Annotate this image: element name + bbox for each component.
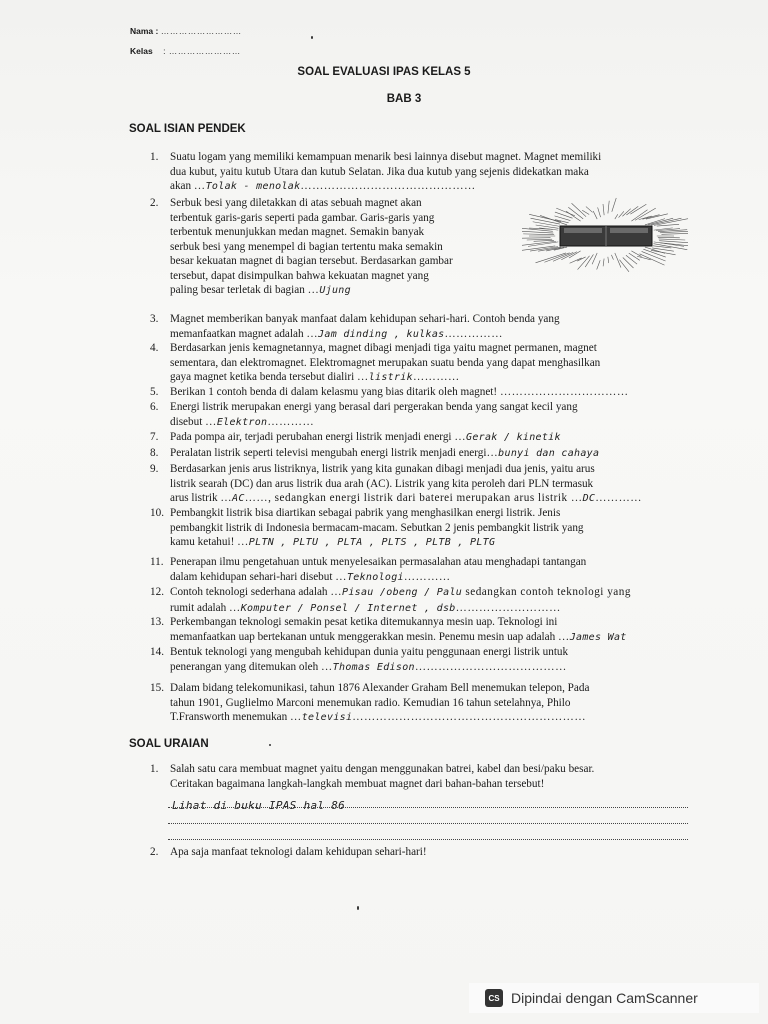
question-line-text: terbentuk menunjukkan medan magnet. Semakin banyak bbox=[170, 226, 425, 238]
question-line-text: Suatu logam yang memiliki kemampuan menarik besi lainnya disebut magnet. Magnet memiliki bbox=[170, 151, 602, 163]
section-heading-essay: SOAL URAIAN bbox=[129, 738, 209, 750]
question-number: 2. bbox=[150, 197, 159, 209]
iron-filing-stroke bbox=[657, 224, 679, 226]
question-line-text: Berdasarkan jenis kemagnetannya, magnet dibagi menjadi tiga yaitu magnet permanen, magnet bbox=[170, 342, 597, 354]
question-line bbox=[170, 615, 690, 630]
answer-dots: … bbox=[570, 492, 583, 504]
question-line-text: T.Fransworth menemukan bbox=[170, 711, 291, 723]
question-line: Salah satu cara membuat magnet yaitu dengan menggunakan batrei, kabel dan besi/paku besar. bbox=[170, 763, 595, 775]
handwritten-answer: Gerak / kinetik bbox=[466, 432, 561, 443]
question-line bbox=[170, 327, 690, 343]
iron-filing-stroke bbox=[603, 204, 604, 215]
iron-filing-stroke bbox=[661, 233, 688, 234]
question-line-text: Berdasarkan jenis arus listriknya, listrik yang kita gunakan dibagi menjadi dua jenis, yaitu arus bbox=[170, 463, 595, 475]
answer-tail: ………… bbox=[595, 492, 642, 504]
question-line-text: paling besar terletak di bagian bbox=[170, 284, 308, 296]
watermark-text: Dipindai dengan CamScanner bbox=[511, 990, 698, 1006]
question-line-text: tahun 1901, Guglielmo Marconi menemukan radio. Kemudian 16 tahun setelahnya, Philo bbox=[170, 696, 571, 709]
answer-tail: ……………………… bbox=[455, 601, 561, 614]
question-number: 1. bbox=[150, 763, 159, 775]
iron-filing-stroke bbox=[522, 231, 553, 233]
scan-speck bbox=[269, 744, 271, 746]
question-line bbox=[170, 535, 690, 551]
question-line bbox=[170, 601, 690, 617]
question-number: 4. bbox=[150, 342, 159, 354]
handwritten-answer: Elektron bbox=[216, 416, 268, 428]
answer-dots: … bbox=[290, 711, 302, 723]
iron-filing-stroke bbox=[555, 212, 573, 218]
answer-dots: … bbox=[237, 536, 249, 548]
question-line-text: tersebut, dapat disimpulkan bahwa kekuatan magnet yang bbox=[170, 269, 429, 282]
iron-filing-stroke bbox=[529, 214, 561, 221]
answer-line-1 bbox=[168, 806, 688, 808]
handwritten-answer: Pisau /obeng / Palu bbox=[342, 587, 463, 598]
iron-filing-stroke bbox=[598, 207, 601, 217]
question-number: 9. bbox=[150, 463, 159, 475]
handwritten-answer: Tolak - menolak bbox=[205, 181, 301, 192]
question-line-text: Contoh teknologi sederhana adalah bbox=[170, 586, 331, 598]
iron-filing-stroke bbox=[570, 258, 582, 263]
question-line bbox=[170, 415, 690, 431]
answer-dots: … bbox=[220, 492, 233, 504]
question-text bbox=[170, 150, 690, 195]
question-number: 13. bbox=[150, 616, 164, 628]
question-number: 15. bbox=[150, 682, 164, 694]
question-line-text: akan bbox=[170, 180, 194, 192]
answer-tail: …………… bbox=[444, 327, 503, 340]
answer-tail: …………………………… bbox=[499, 386, 629, 398]
question-line-text: Dalam bidang telekomunikasi, tahun 1876 Alexander Graham Bell menemukan telepon, Pada bbox=[170, 682, 590, 694]
iron-filing-stroke bbox=[619, 260, 629, 272]
handwritten-answer: PLTN , PLTU , PLTA , PLTS , PLTB , PLTG bbox=[248, 537, 496, 548]
question-line bbox=[170, 477, 690, 492]
question-text bbox=[170, 400, 690, 430]
question-text bbox=[170, 681, 690, 726]
question-line: Ceritakan bagaimana langkah-langkah membuat magnet dari bahan-bahan tersebut! bbox=[170, 777, 545, 790]
question-line-text: Penerapan ilmu pengetahuan untuk menyelesaikan permasalahan atau menghadapi tantangan bbox=[170, 556, 587, 568]
question-number: 7. bbox=[150, 431, 159, 443]
question-line-text: sementara, dan elektromagnet. Elektromagnet merupakan suatu benda yang dapat menghasilkan bbox=[170, 356, 601, 369]
question-line-text: kamu ketahui! bbox=[170, 536, 238, 548]
question-line bbox=[170, 196, 505, 211]
question-text bbox=[170, 845, 690, 860]
iron-filing-stroke bbox=[522, 238, 551, 239]
question-line bbox=[170, 400, 690, 415]
question-line bbox=[170, 254, 505, 269]
question-text bbox=[170, 506, 690, 551]
answer-dots: … bbox=[193, 180, 206, 192]
question-line-text: Serbuk besi yang diletakkan di atas sebuah magnet akan bbox=[170, 197, 422, 209]
handwritten-answer: Thomas Edison bbox=[332, 661, 415, 673]
question-line bbox=[170, 240, 505, 255]
iron-filing-stroke bbox=[568, 207, 583, 219]
question-line-text: rumit adalah bbox=[170, 601, 230, 614]
camscanner-watermark bbox=[469, 983, 759, 1013]
iron-filing-stroke bbox=[603, 259, 604, 267]
answer-dots: … bbox=[357, 371, 369, 383]
iron-filing-stroke bbox=[597, 260, 600, 269]
question-text bbox=[170, 645, 690, 675]
iron-filing-stroke bbox=[612, 198, 616, 212]
answer-tail: ………………………………… bbox=[414, 660, 567, 673]
question-line bbox=[170, 630, 690, 646]
question-text bbox=[170, 555, 690, 585]
class-dots: : …………………… bbox=[163, 46, 241, 56]
question-line-text: penerangan yang ditemukan oleh bbox=[170, 660, 321, 673]
question-line bbox=[170, 165, 690, 180]
question-number: 2. bbox=[150, 846, 159, 858]
iron-filing-stroke bbox=[527, 239, 552, 240]
question-line-text: serbuk besi yang menempel di bagian tertentu maka semakin bbox=[170, 240, 443, 253]
name-dots: ……………………… bbox=[160, 26, 242, 36]
handwritten-answer: Lihat di buku IPAS hal 86 bbox=[172, 799, 346, 812]
iron-filing-stroke bbox=[592, 253, 597, 264]
handwritten-answer: James Wat bbox=[569, 631, 627, 643]
answer-dots: … bbox=[335, 570, 347, 583]
question-line-text: besar kekuatan magnet di bagian tersebut. Berdasarkan gambar bbox=[170, 255, 453, 267]
answer-dots: … bbox=[330, 586, 342, 598]
iron-filing-stroke bbox=[593, 211, 597, 219]
question-text bbox=[170, 462, 690, 507]
question-text bbox=[170, 762, 690, 791]
question-line bbox=[170, 370, 690, 386]
question-line bbox=[170, 385, 690, 400]
answer-dots: … bbox=[486, 447, 499, 459]
question-number: 3. bbox=[150, 313, 159, 325]
question-line bbox=[170, 312, 690, 327]
answer-dots: … bbox=[229, 601, 241, 614]
question-line bbox=[170, 555, 690, 570]
question-line-text: Peralatan listrik seperti televisi mengubah energi listrik menjadi energi bbox=[170, 447, 487, 459]
question-line bbox=[170, 430, 690, 446]
camscanner-logo-icon: CS bbox=[485, 989, 503, 1007]
question-line-text: pembangkit listrik di Indonesia bermacam-macam. Sebutkan 2 jenis pembangkit listrik yang bbox=[170, 521, 584, 534]
question-number: 5. bbox=[150, 386, 159, 398]
question-line-text: Energi listrik merupakan energi yang berasal dari pergerakan benda yang sangat kecil yang bbox=[170, 401, 578, 413]
question-line-text: listrik searah (DC) dan arus listrik dua arah (AC). Listrik yang kita peroleh dari PLN termasuk bbox=[170, 477, 594, 490]
handwritten-answer: listrik bbox=[368, 372, 413, 383]
iron-filing-stroke bbox=[654, 242, 684, 246]
question-line bbox=[170, 283, 505, 299]
iron-filing-stroke bbox=[642, 215, 659, 220]
question-text bbox=[170, 196, 505, 299]
question-number: 6. bbox=[150, 401, 159, 413]
question-line-text: Perkembangan teknologi semakin pesat ketika ditemukannya mesin uap. Teknologi ini bbox=[170, 616, 558, 628]
question-line bbox=[170, 341, 690, 356]
answer-dots: … bbox=[306, 327, 319, 340]
question-line-text: gaya magnet ketika benda tersebut dialiri bbox=[170, 371, 358, 383]
question-line-text: Magnet memberikan banyak manfaat dalam kehidupan sehari-hari. Contoh benda yang bbox=[170, 313, 560, 325]
answer-tail: ……………………………………… bbox=[300, 180, 476, 192]
iron-filing-stroke bbox=[608, 201, 609, 214]
answer-tail: ………… bbox=[267, 415, 315, 428]
answer-tail: ………… bbox=[412, 371, 460, 383]
question-line-text: Pembangkit listrik bisa diartikan sebagai pabrik yang menghasilkan energi listrik. Jenis bbox=[170, 507, 561, 519]
iron-filing-stroke bbox=[652, 248, 674, 251]
iron-filing-stroke bbox=[659, 241, 688, 243]
answer-line-3 bbox=[168, 838, 688, 840]
question-line-text: disebut bbox=[170, 415, 206, 428]
iron-filing-stroke bbox=[626, 255, 637, 264]
handwritten-answer: televisi bbox=[301, 712, 353, 723]
iron-filing-stroke bbox=[569, 251, 581, 258]
answer-dots: … bbox=[320, 660, 333, 673]
answer-tail: ……, sedangkan energi listrik dari baterei merupakan arus listrik bbox=[244, 492, 571, 504]
question-line bbox=[170, 521, 690, 536]
class-label: Kelas bbox=[130, 46, 153, 56]
question-line bbox=[170, 269, 505, 284]
question-number: 14. bbox=[150, 646, 164, 658]
question-line-text: dalam kehidupan sehari-hari disebut bbox=[170, 570, 336, 583]
question-text bbox=[170, 385, 690, 400]
iron-filing-stroke bbox=[611, 255, 613, 260]
question-line bbox=[170, 660, 690, 676]
iron-filing-stroke bbox=[608, 257, 609, 263]
question-line bbox=[170, 681, 690, 696]
question-line-text: Pada pompa air, terjadi perubahan energi listrik menjadi energi bbox=[170, 431, 455, 443]
page-title: SOAL EVALUASI IPAS KELAS 5 bbox=[297, 66, 471, 78]
magnet-iron-filings-illustration bbox=[520, 196, 690, 278]
question-line bbox=[170, 225, 505, 240]
question-number: 8. bbox=[150, 447, 159, 459]
iron-filing-stroke bbox=[639, 216, 652, 220]
iron-filing-stroke bbox=[586, 207, 593, 213]
question-line bbox=[170, 696, 690, 711]
question-line-text: Berikan 1 contoh benda di dalam kelasmu yang bias ditarik oleh magnet! bbox=[170, 386, 500, 398]
question-line bbox=[170, 506, 690, 521]
question-line-text: memanfaatkan magnet adalah bbox=[170, 327, 307, 340]
iron-filing-stroke bbox=[577, 257, 585, 261]
scan-speck bbox=[357, 906, 359, 910]
question-text bbox=[170, 312, 690, 342]
question-line bbox=[170, 179, 690, 195]
answer-tail: …………………………………………………… bbox=[352, 711, 587, 723]
question-text bbox=[170, 341, 690, 386]
handwritten-answer: bunyi dan cahaya bbox=[498, 448, 600, 459]
question-line bbox=[170, 446, 690, 462]
question-number: 11. bbox=[150, 556, 164, 568]
iron-filing-stroke bbox=[615, 214, 618, 219]
question-text bbox=[170, 430, 690, 446]
question-line bbox=[170, 211, 505, 226]
iron-filing-stroke bbox=[556, 208, 575, 216]
handwritten-answer: Jam dinding , kulkas bbox=[318, 328, 445, 340]
answer-line-2 bbox=[168, 822, 688, 824]
iron-filing-stroke bbox=[534, 240, 554, 241]
answer-tail: ………… bbox=[403, 570, 451, 583]
iron-filing-stroke bbox=[619, 211, 624, 217]
iron-filing-stroke bbox=[572, 203, 587, 216]
question-line-text: dua kubut, yaitu kutub Utara dan kutub Selatan. Jika dua kutub yang sejenis didekatkan maka bbox=[170, 165, 589, 178]
handwritten-answer: Teknologi bbox=[346, 571, 404, 583]
question-line bbox=[170, 710, 690, 726]
answer-dots: … bbox=[454, 431, 467, 443]
iron-filing-stroke bbox=[659, 239, 686, 240]
question-line bbox=[170, 491, 690, 507]
answer-dots: … bbox=[558, 630, 570, 643]
question-number: 10. bbox=[150, 507, 164, 519]
question-line-text: arus listrik bbox=[170, 492, 221, 504]
handwritten-answer: AC bbox=[232, 493, 245, 504]
scan-speck bbox=[311, 36, 313, 39]
question-line-text: memanfaatkan uap bertekanan untuk menggerakkan mesin. Penemu mesin uap adalah bbox=[170, 630, 559, 643]
question-number: 12. bbox=[150, 586, 164, 598]
question-line bbox=[170, 356, 690, 371]
handwritten-answer: Komputer / Ponsel / Internet , dsb bbox=[240, 602, 456, 614]
answer-tail: sedangkan contoh teknologi yang bbox=[462, 586, 631, 598]
class-field bbox=[130, 46, 241, 56]
name-field bbox=[130, 26, 242, 36]
question-line-text: Bentuk teknologi yang mengubah kehidupan dunia yaitu penggunaan energi listrik untuk bbox=[170, 646, 569, 658]
iron-filing-stroke bbox=[533, 222, 559, 226]
name-label: Nama : bbox=[130, 26, 159, 36]
handwritten-answer: Ujung bbox=[319, 285, 351, 296]
question-line bbox=[170, 462, 690, 477]
question-line bbox=[170, 645, 690, 660]
question-line bbox=[170, 570, 690, 586]
question-line bbox=[170, 585, 690, 601]
handwritten-answer: DC bbox=[582, 493, 596, 504]
question-text bbox=[170, 446, 690, 462]
question-line bbox=[170, 150, 690, 165]
iron-filing-stroke bbox=[523, 234, 554, 235]
section-heading-short: SOAL ISIAN PENDEK bbox=[129, 123, 246, 135]
answer-dots: … bbox=[307, 284, 320, 296]
question-number: 1. bbox=[150, 151, 159, 163]
question-line-text: terbentuk garis-garis seperti pada gambar. Garis-garis yang bbox=[170, 211, 435, 224]
question-line: Apa saja manfaat teknologi dalam kehidupan sehari-hari! bbox=[170, 846, 427, 858]
question-text bbox=[170, 585, 690, 616]
answer-dots: … bbox=[205, 415, 217, 428]
page-subtitle: BAB 3 bbox=[386, 93, 422, 105]
question-text bbox=[170, 615, 690, 645]
iron-filing-stroke bbox=[645, 247, 665, 253]
